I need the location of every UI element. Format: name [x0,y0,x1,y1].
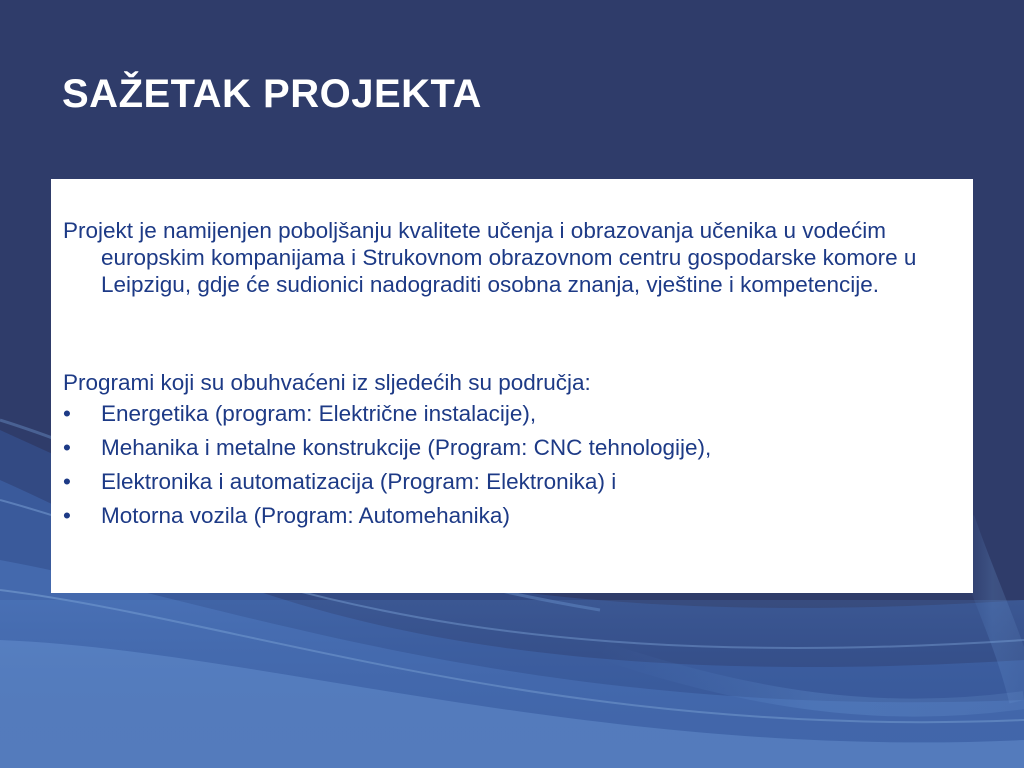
programs-heading: Programi koji su obuhvaćeni iz sljedećih su područja: [63,370,591,395]
content-panel [51,179,973,593]
slide-title: SAŽETAK PROJEKTA [62,72,482,116]
program-item-energetika: Energetika (program: Električne instalacije), [101,401,537,426]
program-item-elektronika: Elektronika i automatizacija (Program: Elektronika) i [101,469,617,494]
program-item-mehanika: Mehanika i metalne konstrukcije (Program: CNC tehnologije), [101,435,712,460]
program-item-motorna-vozila: Motorna vozila (Program: Automehanika) [101,503,510,528]
intro-paragraph: Projekt je namijenjen poboljšanju kvalitete učenja i obrazovanja učenika u vodećim europskim kompanijama i Strukovnom obrazovnom centru gospodarske komore u Leipzigu, gdje će sudionici nadograditi osobna znanja, vještine i kompetencije. [63,218,917,297]
bullet-icon: • [63,401,71,426]
bullet-icon: • [63,469,71,494]
bullet-icon: • [63,435,71,460]
bullet-icon: • [63,503,71,528]
